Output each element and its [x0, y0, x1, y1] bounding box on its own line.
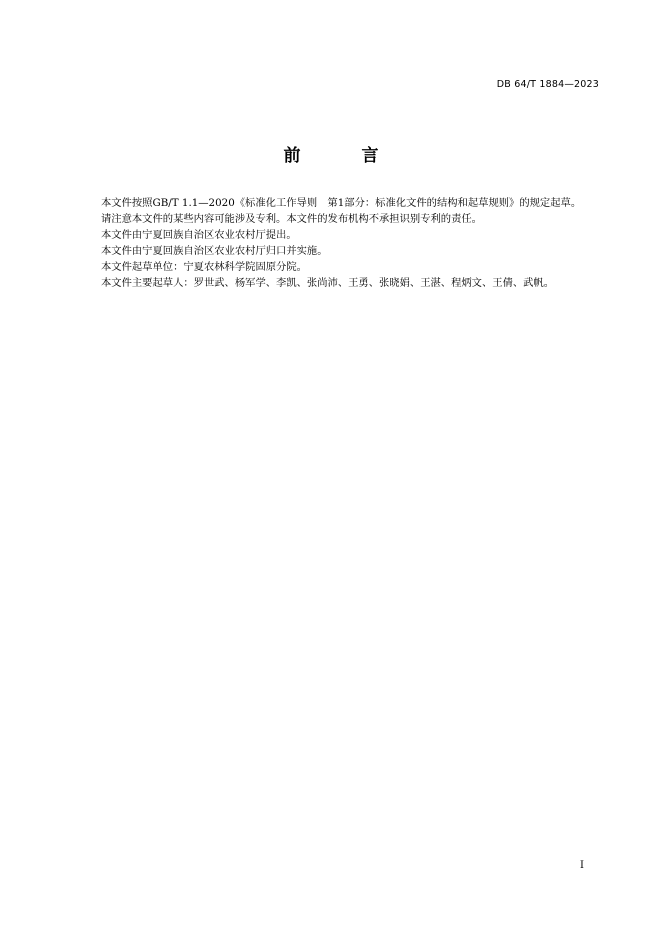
- paragraph-managed-by: 本文件由宁夏回族自治区农业农村厅归口并实施。: [101, 245, 328, 257]
- standard-code: DB 64/T 1884—2023: [496, 79, 599, 90]
- paragraph-proposed-by: 本文件由宁夏回族自治区农业农村厅提出。: [101, 229, 297, 241]
- paragraph-patent-notice: 请注意本文件的某些内容可能涉及专利。本文件的发布机构不承担识别专利的责任。: [101, 213, 482, 225]
- foreword-body: [80, 195, 600, 291]
- page-number: I: [580, 860, 584, 871]
- paragraph-drafters: 本文件主要起草人：罗世武、杨军学、李凯、张尚沛、王勇、张晓娟、王湛、程炳文、王倩、武帆。: [101, 277, 555, 289]
- paragraph-drafting-rules: 本文件按照GB/T 1.1—2020《标准化工作导则 第1部分：标准化文件的结构和起草规则》的规定起草。: [101, 197, 582, 209]
- page-title: 前 言: [283, 146, 401, 166]
- paragraph-drafting-unit: 本文件起草单位：宁夏农林科学院固原分院。: [101, 261, 307, 273]
